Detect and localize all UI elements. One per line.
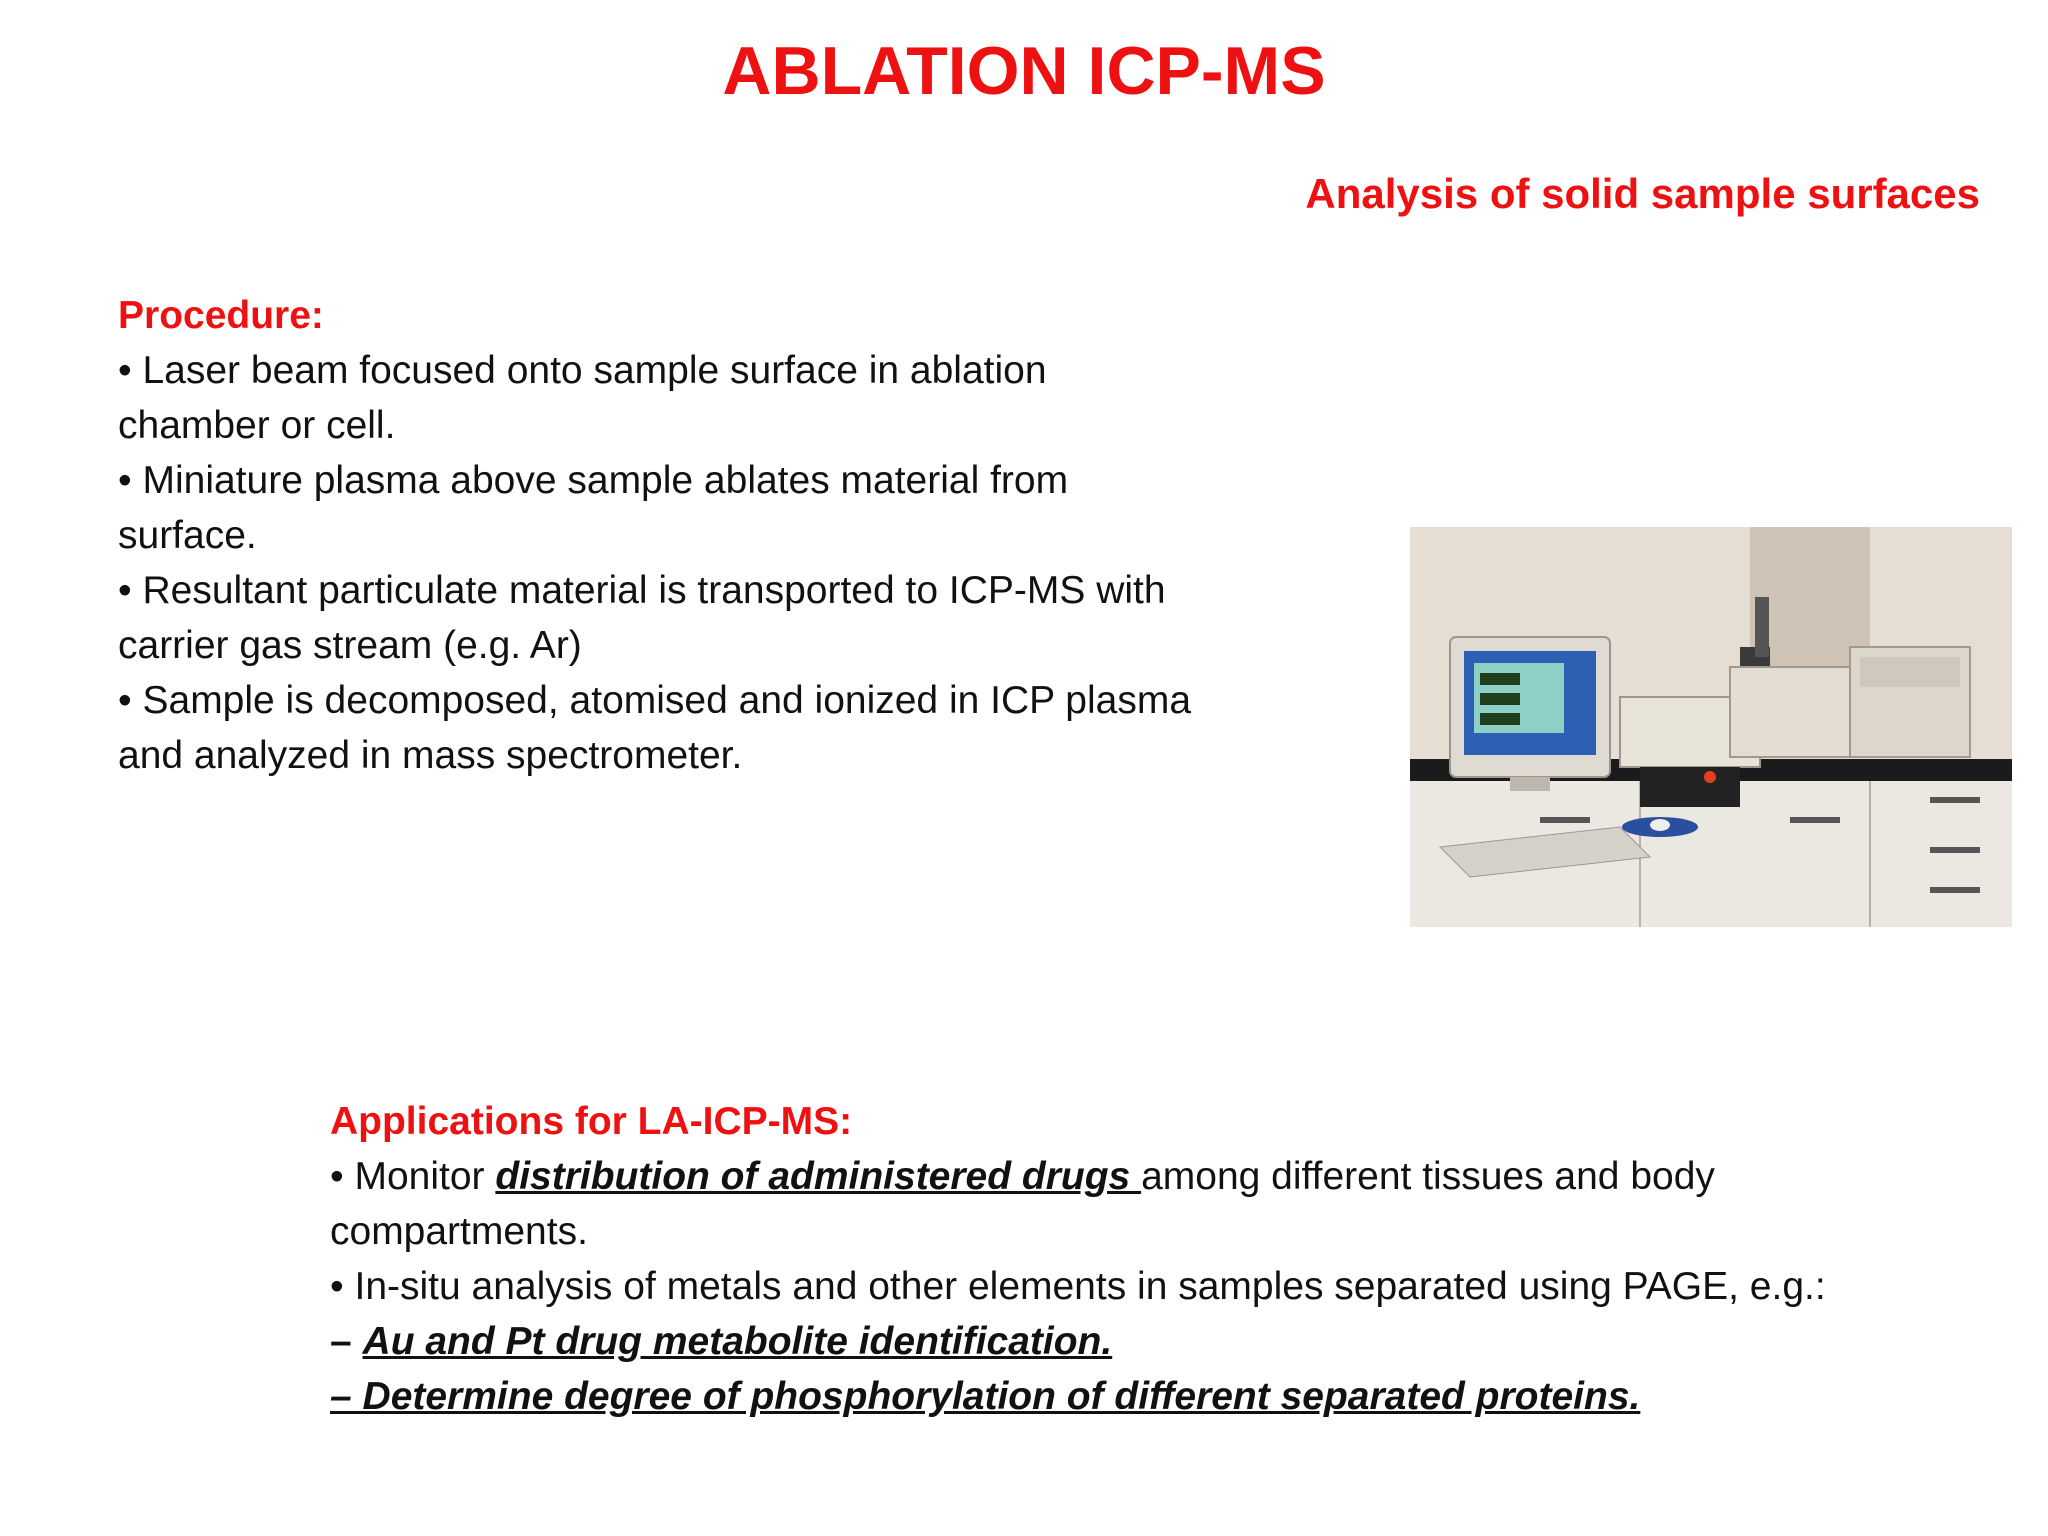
procedure-item: • Laser beam focused onto sample surface in ablation chamber or cell. — [118, 349, 1047, 447]
dash: – — [330, 1320, 363, 1363]
lab-instrument-photo — [1410, 527, 2012, 927]
applications-subitem: – Determine degree of phosphorylation of different separated proteins. — [330, 1375, 1641, 1418]
applications-item: • In-situ analysis of metals and other elements in samples separated using PAGE, e.g.: — [330, 1265, 1826, 1308]
lab-instrument-illustration — [1410, 527, 2012, 927]
applications-subitem — [330, 1314, 1870, 1369]
procedure-item: • Sample is decomposed, atomised and ionized in ICP plasma and analyzed in mass spectrometer. — [118, 679, 1192, 777]
procedure-heading: Procedure: — [118, 294, 324, 337]
slide-title: ABLATION ICP-MS — [722, 33, 1326, 109]
procedure-item: • Miniature plasma above sample ablates material from surface. — [118, 459, 1069, 557]
item-text: among different tissues and body compartments. — [330, 1155, 1715, 1253]
slide-subtitle: Analysis of solid sample surfaces — [1305, 170, 1980, 217]
applications-heading: Applications for LA-ICP-MS: — [330, 1100, 853, 1143]
emphasized-text: Au and Pt drug metabolite identification. — [362, 1320, 1113, 1363]
procedure-item: • Resultant particulate material is transported to ICP-MS with carrier gas stream (e.g. Ar) — [118, 569, 1166, 667]
item-text: • Monitor — [330, 1155, 496, 1198]
applications-section — [330, 1094, 1870, 1424]
procedure-section — [118, 288, 1198, 783]
emphasized-text: distribution of administered drugs — [495, 1155, 1142, 1198]
applications-item — [330, 1149, 1870, 1259]
